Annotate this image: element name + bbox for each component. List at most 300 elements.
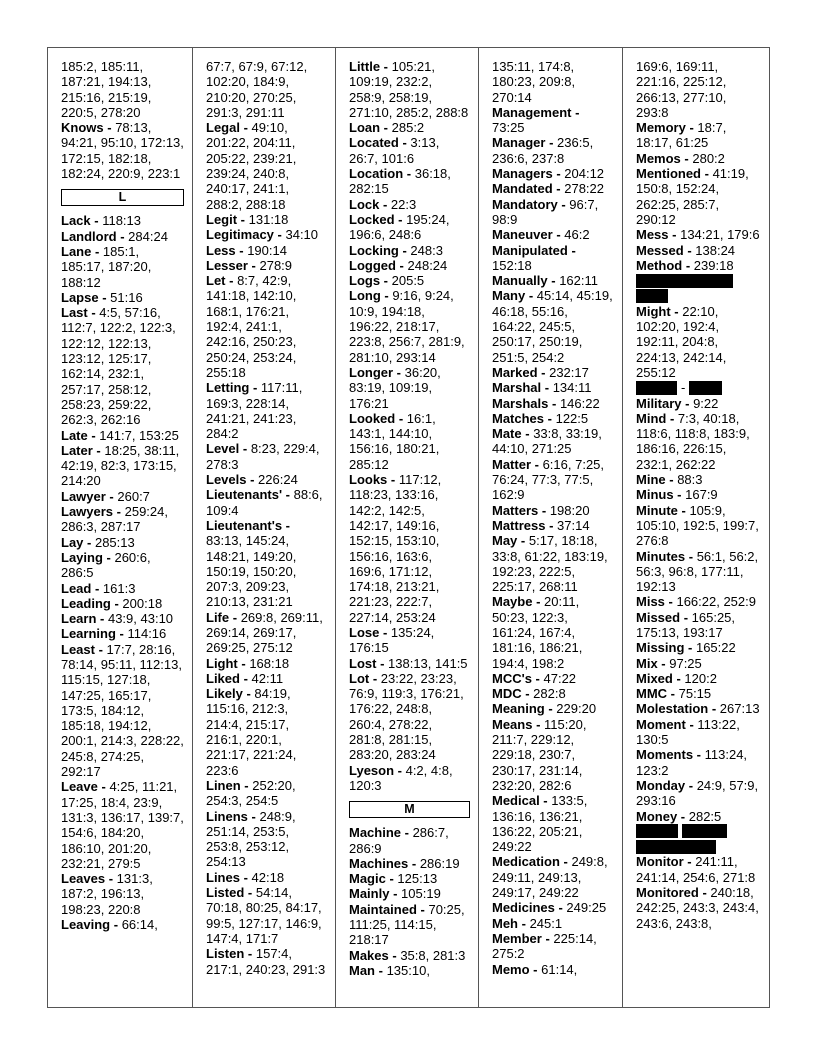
term-separator: - [521, 686, 534, 702]
page-line-references: 49:10, 201:22, 204:11, 205:22, 239:21, 239:24, 240:8, 240:17, 241:1, 288:2, 288:18 [206, 120, 297, 212]
index-term: Leaving [61, 917, 111, 933]
page-line-references: 260:6, 286:5 [61, 549, 151, 581]
page-line-references: 267:13 [719, 701, 760, 717]
index-entry [492, 793, 614, 854]
term-separator: - [379, 196, 391, 212]
page-line-references: 241:11, 241:14, 254:6, 271:8 [636, 854, 756, 885]
term-separator: - [394, 211, 407, 227]
term-separator: - [105, 488, 118, 504]
page-line-references: 78:13, 94:21, 95:10, 172:13, 172:15, 182:18, 182:24, 220:9, 223:1 [61, 120, 184, 182]
page-line-references: 138:24 [695, 242, 736, 258]
term-separator: - [239, 441, 251, 457]
index-term: Longer [349, 364, 394, 380]
index-term: Might [636, 303, 671, 319]
term-separator: - [244, 946, 256, 962]
page-line-references: 73:25 [492, 120, 525, 136]
page-line-references: 240:18, 242:25, 243:3, 243:4, 243:6, 243:8, [636, 885, 759, 931]
index-entry [61, 59, 184, 120]
page-line-references: 18:7, 18:17, 61:25 [636, 120, 727, 151]
index-term: Missed [636, 609, 681, 625]
index-term: Mine [636, 472, 666, 488]
page-line-references: 286:7, 286:9 [349, 825, 449, 856]
index-entry [61, 642, 184, 780]
index-entry [636, 747, 761, 778]
term-separator: - [247, 257, 260, 273]
term-separator: - [403, 166, 415, 182]
index-term: Last [61, 305, 88, 321]
term-separator: - [668, 227, 681, 243]
index-entry [61, 611, 184, 626]
term-separator: - [681, 395, 694, 411]
index-term: Liked [206, 670, 240, 686]
term-separator: - [401, 825, 413, 841]
index-entry [349, 671, 470, 763]
term-separator: - [96, 611, 108, 627]
index-entry [61, 290, 184, 305]
page-line-references: 105:21, 109:19, 232:2, 258:9, 258:19, 271:10, 285:2, 288:8 [349, 59, 469, 120]
page-line-references: 56:1, 56:2, 56:3, 96:8, 177:11, 192:13 [636, 548, 759, 595]
index-term: Letting [206, 380, 250, 396]
redacted-entry [636, 824, 761, 839]
index-term: Minus [636, 487, 674, 503]
index-term: Life [206, 609, 230, 625]
term-separator: - [398, 242, 411, 258]
index-term: Machines [349, 855, 409, 871]
index-term: Meh [492, 915, 518, 931]
term-separator: - [389, 886, 402, 902]
index-term: Mixed [636, 670, 673, 686]
page-line-references: 134:21, 179:6 [680, 227, 760, 243]
term-separator: - [416, 901, 429, 917]
term-separator: - [94, 641, 107, 657]
term-separator: - [698, 885, 711, 901]
index-entry [206, 273, 327, 380]
index-entry [349, 197, 470, 212]
page-line-references: 131:18 [248, 211, 289, 227]
index-term: Monitor [636, 854, 684, 870]
term-separator: - [395, 410, 407, 426]
term-separator: - [665, 472, 678, 488]
index-entry [636, 809, 761, 824]
index-entry [349, 212, 470, 243]
page-line-references: 118:13 [102, 213, 141, 229]
index-entry [349, 411, 470, 472]
term-separator: - [98, 289, 111, 305]
term-separator: - [673, 487, 686, 503]
index-term: Lane [61, 243, 92, 259]
index-term: Management [492, 104, 572, 120]
index-term: Mind [636, 410, 667, 426]
page-line-references: 105:19 [401, 886, 441, 902]
index-entry [349, 871, 470, 886]
term-separator: - [387, 472, 399, 488]
term-separator: - [380, 273, 392, 289]
page-line-references: 45:14, 45:19, 46:18, 55:16, 164:22, 245:5, 250:17, 250:19, 251:5, 254:2 [492, 288, 613, 365]
page-line-references: 22:10, 102:20, 192:4, 192:11, 204:8, 224:13, 242:14, 255:12 [636, 303, 727, 380]
redacted-entry [636, 380, 761, 395]
term-separator: - [544, 410, 556, 426]
page-line-references: 225:14, 275:2 [492, 930, 597, 962]
redacted-entry [636, 288, 761, 303]
index-term: Lay [61, 534, 84, 550]
term-separator: - [92, 442, 105, 458]
term-separator: - [537, 364, 550, 380]
term-separator: - [552, 181, 565, 197]
term-separator: - [685, 716, 698, 732]
redaction-bar [636, 840, 716, 854]
term-separator: - [552, 227, 565, 243]
index-entry [492, 717, 614, 793]
term-separator: - [380, 59, 392, 74]
index-term: Missing [636, 640, 685, 656]
term-separator: - [684, 640, 696, 656]
page-line-references: 67:7, 67:9, 67:12, 102:20, 184:9, 210:20, 270:25, 291:3, 291:11 [206, 59, 308, 120]
term-separator: - [239, 120, 252, 136]
page-line-references: 115:20, 211:7, 229:12, 229:18, 230:7, 230:17, 231:14, 232:20, 282:6 [492, 716, 587, 793]
index-term: Memo [492, 961, 530, 977]
index-entry [636, 717, 761, 748]
index-entry [492, 962, 614, 977]
page-line-references: 165:22 [695, 640, 736, 656]
term-separator: - [685, 548, 697, 564]
index-entry [492, 457, 614, 503]
index-page [47, 47, 770, 1008]
index-term: Marshal [492, 380, 542, 396]
page-line-references: 169:6, 169:11, 221:16, 225:12, 266:13, 277:10, 293:8 [636, 59, 727, 120]
term-separator: - [235, 242, 248, 258]
page-line-references: 24:9, 57:9, 293:16 [636, 777, 759, 809]
index-entry [61, 244, 184, 290]
term-separator: - [388, 947, 401, 963]
index-entry [636, 472, 761, 487]
index-term: Leading [61, 595, 111, 611]
index-term: Magic [349, 871, 386, 887]
page-line-references: 47:22 [543, 670, 577, 686]
index-term: Locking [349, 242, 399, 258]
page-line-references: 284:24 [128, 228, 168, 244]
term-separator: - [680, 609, 692, 625]
index-term: Medicines [492, 900, 555, 916]
index-entry [61, 504, 184, 535]
page-line-references: 96:7, 98:9 [492, 196, 599, 227]
page-line-references: 9:16, 9:24, 10:9, 194:18, 196:22, 218:17, 223:8, 256:7, 281:9, 281:10, 293:14 [349, 288, 465, 365]
page-line-references: 35:8, 281:3 [400, 947, 466, 963]
page-line-references: 226:24 [258, 472, 298, 488]
page-line-references: 278:9 [259, 257, 293, 273]
index-entry [206, 227, 327, 242]
index-column [193, 48, 336, 1007]
term-separator: - [683, 242, 696, 258]
page-line-references: 83:13, 145:24, 148:21, 149:20, 150:19, 150:20, 207:3, 209:23, 210:13, 231:21 [206, 533, 297, 610]
index-entry [349, 656, 470, 671]
page-line-references: 4:5, 57:16, 112:7, 122:2, 122:3, 122:12, 122:13, 123:12, 125:17, 162:14, 232:1, 257:17, 258:12, 258:23, 259:22, 262:3, 262:16 [61, 305, 176, 428]
index-entry [636, 503, 761, 549]
index-term: Maneuver [492, 227, 553, 243]
index-term: Medical [492, 793, 540, 809]
index-entry [492, 181, 614, 196]
index-term: Lock [349, 196, 380, 212]
index-term: Makes [349, 947, 389, 963]
term-separator: - [115, 626, 128, 642]
term-separator: - [559, 854, 572, 870]
index-entry [61, 550, 184, 581]
page-line-references: 125:13 [397, 871, 438, 887]
index-term: Lose [349, 624, 380, 640]
term-separator: - [532, 594, 545, 610]
term-separator: - [375, 962, 387, 978]
index-term: Marked [492, 364, 538, 380]
index-term: Minute [636, 502, 678, 518]
page-line-references: 51:16 [110, 289, 143, 305]
index-entry [636, 487, 761, 502]
index-entry [492, 426, 614, 457]
term-separator: - [541, 380, 553, 396]
index-entry [206, 946, 327, 977]
page-line-references: 229:20 [556, 701, 597, 717]
term-separator: - [83, 534, 95, 550]
page-line-references: 135:11, 174:8, 180:23, 209:8, 270:14 [492, 59, 576, 105]
index-entry [636, 304, 761, 380]
index-term: Lapse [61, 289, 99, 305]
index-term: Many [492, 288, 526, 304]
index-entry [206, 212, 327, 227]
page-line-references: 114:16 [127, 626, 167, 642]
index-term: Lieutenant's [206, 517, 283, 533]
page-line-references: 168:18 [249, 655, 290, 671]
page-line-references: 84:19, 115:16, 212:3, 214:4, 215:17, 216:1, 220:1, 221:17, 221:24, 223:6 [206, 686, 297, 778]
index-entry [636, 411, 761, 472]
page-line-references: 61:14, [541, 961, 578, 977]
index-term: Locked [349, 211, 395, 227]
index-term: Member [492, 930, 542, 946]
index-entry [61, 489, 184, 504]
index-term: Maintained [349, 901, 417, 917]
page-line-references: 70:25, 111:25, 114:15, 218:17 [349, 901, 465, 948]
page-line-references: 4:2, 4:8, 120:3 [349, 762, 453, 793]
page-line-references: 195:24, 196:6, 248:6 [349, 211, 450, 243]
page-line-references: 167:9 [685, 487, 718, 503]
term-separator: - [531, 670, 544, 686]
index-entry [636, 656, 761, 671]
term-separator: - [244, 885, 256, 901]
index-entry [349, 120, 470, 135]
page-line-references: 278:22 [564, 181, 604, 197]
index-column [623, 48, 769, 1007]
index-entry [636, 686, 761, 701]
index-term: Man [349, 962, 375, 978]
term-separator: - [683, 854, 696, 870]
page-line-references: 204:12 [564, 166, 605, 182]
index-term: Level [206, 441, 240, 457]
index-entry [349, 273, 470, 288]
index-entry [492, 916, 614, 931]
term-separator: - [97, 779, 110, 795]
index-term: Machine [349, 825, 402, 841]
page-line-references: 239:18 [693, 257, 734, 273]
index-entry [349, 625, 470, 656]
index-entry [349, 472, 470, 625]
index-entry [636, 258, 761, 273]
page-line-references: 75:15 [678, 686, 712, 702]
index-entry [61, 871, 184, 917]
index-term: Little [349, 59, 381, 74]
index-term: Memos [636, 150, 681, 166]
index-entry [61, 120, 184, 181]
page-line-references: 260:7 [117, 488, 150, 504]
index-term: Levels [206, 472, 247, 488]
term-separator: - [395, 257, 408, 273]
page-line-references: 161:3 [102, 580, 136, 596]
page-line-references: 3:13, 26:7, 101:6 [349, 135, 440, 166]
page-line-references: 248:24 [407, 257, 448, 273]
index-entry [492, 197, 614, 228]
term-separator: - [380, 288, 393, 304]
index-entry [349, 166, 470, 197]
redaction-bar [636, 274, 733, 288]
index-entry [206, 380, 327, 441]
page-line-references: 33:8, 33:19, 44:10, 271:25 [492, 426, 602, 457]
page-line-references: 34:10 [285, 227, 319, 243]
index-term: Learn [61, 611, 97, 627]
term-separator: - [552, 166, 565, 182]
index-entry [206, 441, 327, 472]
index-entry [492, 243, 614, 274]
index-term: Marshals [492, 395, 549, 411]
page-line-references: 166:22, 252:9 [676, 594, 756, 610]
index-entry [492, 59, 614, 105]
term-separator: - [571, 104, 580, 120]
term-separator: - [517, 533, 529, 549]
page-line-references: 7:3, 40:18, 118:6, 118:8, 183:9, 186:16, 226:15, 232:1, 262:22 [636, 410, 750, 472]
index-term: Linens [206, 808, 248, 824]
index-column [48, 48, 193, 1007]
index-term: Mentioned [636, 166, 701, 182]
term-separator: - [531, 456, 543, 472]
index-entry [206, 518, 327, 610]
index-term: Likely [206, 686, 243, 702]
page-line-references: 117:11, 169:3, 228:14, 241:21, 241:23, 284:2 [206, 380, 303, 442]
index-term: MCC's [492, 670, 532, 686]
index-entry [61, 535, 184, 550]
section-letter-header: M [349, 801, 470, 818]
term-separator: - [242, 686, 255, 702]
index-entry [636, 594, 761, 609]
section-letter-header: L [61, 189, 184, 206]
index-term: Lyeson [349, 762, 395, 778]
index-term: Legit [206, 211, 238, 227]
page-line-references: 138:13, 141:5 [388, 655, 468, 671]
index-term: Legal [206, 120, 240, 136]
index-term: MMC [636, 686, 668, 702]
term-separator: - [657, 655, 670, 671]
page-line-references: 41:19, 150:8, 152:24, 262:25, 285:7, 290:12 [636, 166, 749, 227]
index-entry [492, 273, 614, 288]
page-line-references: 122:5 [555, 410, 589, 426]
index-entry [206, 472, 327, 487]
redaction-bar [689, 381, 722, 395]
index-term: Listed [206, 885, 245, 901]
page-line-references: 259:24, 286:3, 287:17 [61, 504, 168, 535]
index-term: May [492, 533, 518, 549]
index-term: Lead [61, 580, 92, 596]
term-separator: - [87, 305, 100, 321]
index-entry [492, 533, 614, 594]
index-term: Laying [61, 549, 103, 565]
term-separator: - [240, 777, 253, 793]
term-separator: - [677, 502, 690, 518]
index-entry [636, 701, 761, 716]
page-line-references: 113:24, 123:2 [636, 747, 748, 778]
term-separator: - [116, 228, 129, 244]
page-line-references: 185:1, 185:17, 187:20, 188:12 [61, 243, 152, 290]
index-entry [349, 365, 470, 411]
page-line-references: 88:3 [677, 472, 703, 488]
index-entry [61, 917, 184, 932]
page-line-references: 131:3, 187:2, 196:13, 198:23, 220:8 [61, 871, 153, 917]
term-separator: - [369, 670, 381, 686]
index-term: Matter [492, 456, 532, 472]
index-entry [492, 503, 614, 518]
term-separator: - [239, 670, 252, 686]
index-entry [206, 258, 327, 273]
term-separator: - [408, 855, 420, 871]
page-line-references: 280:2 [692, 150, 725, 166]
index-entry [492, 135, 614, 166]
index-term: Lawyers [61, 504, 114, 520]
index-term: Lawyer [61, 488, 106, 504]
page-line-references: 8:7, 42:9, 141:18, 142:10, 168:1, 176:21, 192:4, 241:1, 242:16, 250:23, 250:24, 253:24, 255:18 [206, 273, 297, 380]
index-entry [206, 885, 327, 946]
index-entry [349, 902, 470, 948]
index-term: Money [636, 808, 678, 824]
page-line-references: 200:18 [122, 595, 163, 611]
term-separator: - [667, 686, 679, 702]
index-term: Messed [636, 242, 684, 258]
term-separator: - [554, 900, 567, 916]
index-term: Mate [492, 426, 522, 442]
page-line-references: 282:5 [688, 808, 722, 824]
index-entry [206, 243, 327, 258]
term-separator: - [538, 502, 550, 518]
page-line-references: 249:8, 249:11, 249:13, 249:17, 249:22 [492, 854, 608, 901]
index-entry [206, 610, 327, 656]
index-entry [492, 105, 614, 136]
page-line-references: 245:1 [529, 915, 563, 931]
index-term: Monitored [636, 885, 699, 901]
term-separator: - [701, 166, 713, 182]
index-term: Manually [492, 273, 548, 289]
index-entry [349, 825, 470, 856]
page-line-references: 141:7, 153:25 [99, 427, 179, 443]
index-entry [61, 779, 184, 871]
term-separator: - [548, 395, 560, 411]
index-term: Location [349, 166, 404, 182]
index-term: Long [349, 288, 381, 304]
index-entry [636, 151, 761, 166]
page-line-references: 134:11 [552, 380, 592, 396]
page-line-references: 157:4, 217:1, 240:23, 291:3 [206, 946, 326, 977]
page-line-references: 5:17, 18:18, 33:8, 61:22, 183:19, 192:23, 222:5, 225:17, 268:11 [492, 533, 608, 595]
index-term: Mandatory [492, 196, 558, 212]
index-entry [492, 931, 614, 962]
index-entry [492, 166, 614, 181]
index-term: Mess [636, 227, 669, 243]
index-entry [636, 885, 761, 931]
index-entry [349, 856, 470, 871]
index-entry [636, 396, 761, 411]
index-term: Landlord [61, 228, 117, 244]
index-entry [349, 963, 470, 978]
